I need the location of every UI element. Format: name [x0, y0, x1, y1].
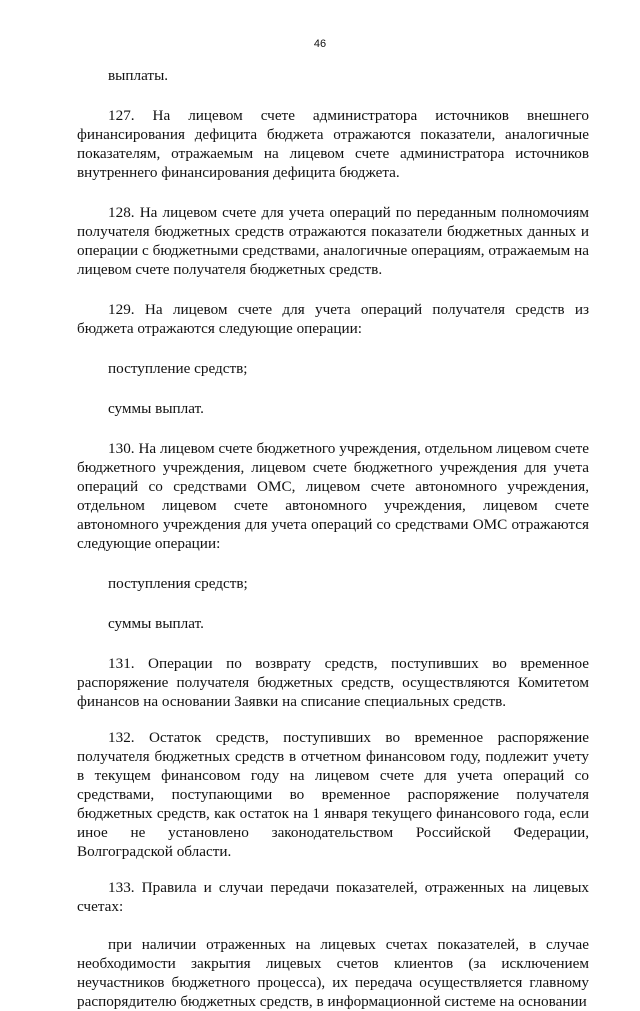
page-number: 46 [313, 38, 327, 50]
paragraph-129: 129. На лицевом счете для учета операций получателя средств из бюджета отражаются следующие операции: [77, 301, 589, 337]
list-item-payments-2: суммы выплат. [108, 615, 204, 632]
paragraph-133: 133. Правила и случаи передачи показателей, отраженных на лицевых счетах: [77, 879, 589, 915]
list-item-receipt: поступление средств; [108, 360, 248, 377]
paragraph-131: 131. Операции по возврату средств, поступивших во временное распоряжение получателя бюджетных средств, осуществляются Комитетом финансов на основании Заявки на списание специальных средств. [77, 655, 589, 710]
paragraph-132: 132. Остаток средств, поступивших во временное распоряжение получателя бюджетных средств в отчетном финансовом году, подлежит учету в текущем финансовом году на лицевом счете для учета операций со средствами, поступающими во временное распоряжение получателя бюджетных средств, как остаток на 1 января текущего финансового года, если иное не установлено законодательством Российской Федерации, Волгоградской области. [77, 729, 589, 860]
paragraph-133-rule: при наличии отраженных на лицевых счетах показателей, в случае необходимости закрытия лицевых счетов клиентов (за исключением неучастников бюджетного процесса), их передача осуществляется главному распорядителю бюджетных средств, в информационной системе на основании [77, 936, 589, 1010]
document-body [77, 66, 589, 1011]
list-item-payments: суммы выплат. [108, 400, 204, 417]
list-item-receipts: поступления средств; [108, 575, 248, 592]
paragraph-127: 127. На лицевом счете администратора источников внешнего финансирования дефицита бюджета отражаются показатели, аналогичные показателям, отражаемым на лицевом счете администратора источников внутреннего финансирования дефицита бюджета. [77, 107, 589, 181]
paragraph-continuation: выплаты. [108, 67, 169, 84]
paragraph-128: 128. На лицевом счете для учета операций по переданным полномочиям получателя бюджетных средств отражаются показатели бюджетных данных и операции с бюджетными средствами, аналогичные операциям, отражаемым на лицевом счете получателя бюджетных средств. [77, 204, 589, 278]
paragraph-130: 130. На лицевом счете бюджетного учреждения, отдельном лицевом счете бюджетного учреждения, лицевом счете бюджетного учреждения для учета операций со средствами ОМС, лицевом счете автономного учреждения, отдельном лицевом счете автономного учреждения, лицевом счете автономного учреждения для учета операций со средствами ОМС отражаются следующие операции: [77, 440, 589, 552]
